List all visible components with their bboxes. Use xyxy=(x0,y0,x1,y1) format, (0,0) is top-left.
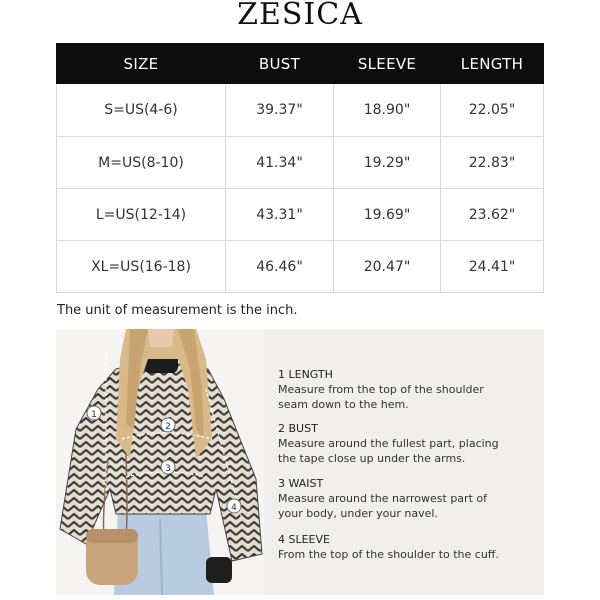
header-sleeve: SLEEVE xyxy=(334,44,441,84)
guide-item-waist xyxy=(278,476,508,521)
model-illustration xyxy=(56,329,264,595)
table-header-row xyxy=(57,44,544,84)
table-row xyxy=(57,241,544,293)
guide-title: 3 WAIST xyxy=(278,477,324,490)
table-row xyxy=(57,189,544,241)
table-row xyxy=(57,84,544,137)
sleeve-cell: 19.69" xyxy=(334,189,441,241)
svg-text:1: 1 xyxy=(91,410,97,420)
svg-text:3: 3 xyxy=(165,464,171,474)
bust-cell: 43.31" xyxy=(226,189,334,241)
marker-3 xyxy=(161,460,175,474)
sleeve-cell: 19.29" xyxy=(334,137,441,189)
sleeve-cell: 20.47" xyxy=(334,241,441,293)
guide-desc: Measure from the top of the shoulder seam down to the hem. xyxy=(278,383,484,411)
sleeve-cell: 18.90" xyxy=(334,84,441,137)
unit-note: The unit of measurement is the inch. xyxy=(57,303,298,318)
length-cell: 23.62" xyxy=(441,189,544,241)
marker-4 xyxy=(227,499,241,513)
header-length: LENGTH xyxy=(441,44,544,84)
guide-item-sleeve xyxy=(278,532,518,562)
model-photo xyxy=(56,329,264,595)
marker-2 xyxy=(161,418,175,432)
guide-desc: Measure around the fullest part, placing the tape close up under the arms. xyxy=(278,437,499,465)
guide-title: 4 SLEEVE xyxy=(278,533,330,546)
guide-desc: Measure around the narrowest part of your body, under your navel. xyxy=(278,492,487,520)
bust-cell: 39.37" xyxy=(226,84,334,137)
measurement-guide xyxy=(264,329,544,595)
svg-text:4: 4 xyxy=(231,503,237,513)
size-cell: L=US(12-14) xyxy=(57,189,226,241)
bust-cell: 41.34" xyxy=(226,137,334,189)
guide-desc: From the top of the shoulder to the cuff. xyxy=(278,548,499,561)
marker-1 xyxy=(87,406,101,420)
header-size: SIZE xyxy=(57,44,226,84)
svg-text:2: 2 xyxy=(165,422,171,432)
brand-logo: ZESICA xyxy=(237,0,363,32)
size-cell: XL=US(16-18) xyxy=(57,241,226,293)
header-bust: BUST xyxy=(226,44,334,84)
guide-item-length xyxy=(278,367,508,412)
table-row xyxy=(57,137,544,189)
guide-title: 2 BUST xyxy=(278,422,318,435)
length-cell: 24.41" xyxy=(441,241,544,293)
length-cell: 22.83" xyxy=(441,137,544,189)
bust-cell: 46.46" xyxy=(226,241,334,293)
size-cell: S=US(4-6) xyxy=(57,84,226,137)
size-chart-table xyxy=(56,43,544,293)
size-cell: M=US(8-10) xyxy=(57,137,226,189)
length-cell: 22.05" xyxy=(441,84,544,137)
guide-item-bust xyxy=(278,421,508,466)
guide-title: 1 LENGTH xyxy=(278,368,333,381)
